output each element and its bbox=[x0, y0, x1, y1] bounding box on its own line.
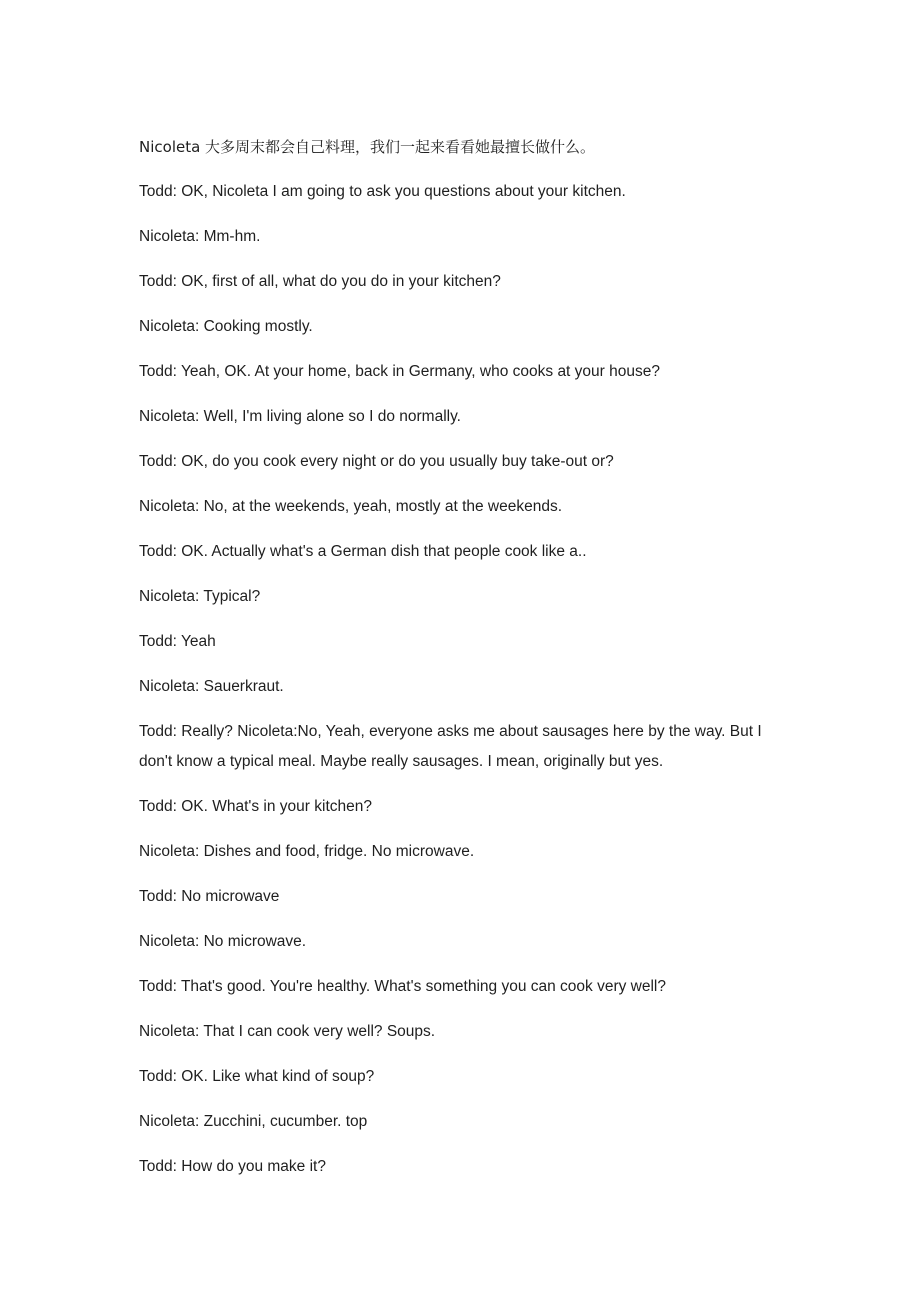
dialogue-line-3: Todd: OK, first of all, what do you do in your kitchen? bbox=[139, 273, 501, 290]
dialogue-line-13: Todd: Really? Nicoleta:No, Yeah, everyone asks me about sausages here by the way. But I don't know a typical meal. Maybe really sausages. I mean, originally but yes. bbox=[139, 723, 762, 770]
dialogue-line-14: Todd: OK. What's in your kitchen? bbox=[139, 798, 372, 815]
dialogue-line-8: Nicoleta: No, at the weekends, yeah, mostly at the weekends. bbox=[139, 498, 563, 515]
dialogue-line-7: Todd: OK, do you cook every night or do you usually buy take-out or? bbox=[139, 453, 614, 470]
dialogue-line-18: Todd: That's good. You're healthy. What's something you can cook very well? bbox=[139, 978, 666, 995]
dialogue-line-11: Todd: Yeah bbox=[139, 633, 216, 650]
dialogue-line-12: Nicoleta: Sauerkraut. bbox=[139, 678, 284, 695]
dialogue-line-4: Nicoleta: Cooking mostly. bbox=[139, 318, 313, 335]
dialogue-line-2: Nicoleta: Mm-hm. bbox=[139, 228, 261, 245]
dialogue-line-9: Todd: OK. Actually what's a German dish that people cook like a.. bbox=[139, 543, 587, 560]
dialogue-line-10: Nicoleta: Typical? bbox=[139, 588, 261, 605]
dialogue-line-5: Todd: Yeah, OK. At your home, back in Germany, who cooks at your house? bbox=[139, 363, 660, 380]
dialogue-line-6: Nicoleta: Well, I'm living alone so I do normally. bbox=[139, 408, 461, 425]
document-body bbox=[139, 132, 789, 1197]
dialogue-line-19: Nicoleta: That I can cook very well? Soups. bbox=[139, 1023, 436, 1040]
dialogue-line-20: Todd: OK. Like what kind of soup? bbox=[139, 1068, 375, 1085]
dialogue-line-22: Todd: How do you make it? bbox=[139, 1158, 326, 1175]
dialogue-line-1: Todd: OK, Nicoleta I am going to ask you questions about your kitchen. bbox=[139, 183, 626, 200]
dialogue-line-17: Nicoleta: No microwave. bbox=[139, 933, 307, 950]
dialogue-line-15: Nicoleta: Dishes and food, fridge. No microwave. bbox=[139, 843, 475, 860]
intro-paragraph: Nicoleta 大多周末都会自己料理，我们一起来看看她最擅长做什么。 bbox=[139, 138, 596, 156]
dialogue-line-16: Todd: No microwave bbox=[139, 888, 280, 905]
dialogue-line-21: Nicoleta: Zucchini, cucumber. top bbox=[139, 1113, 368, 1130]
